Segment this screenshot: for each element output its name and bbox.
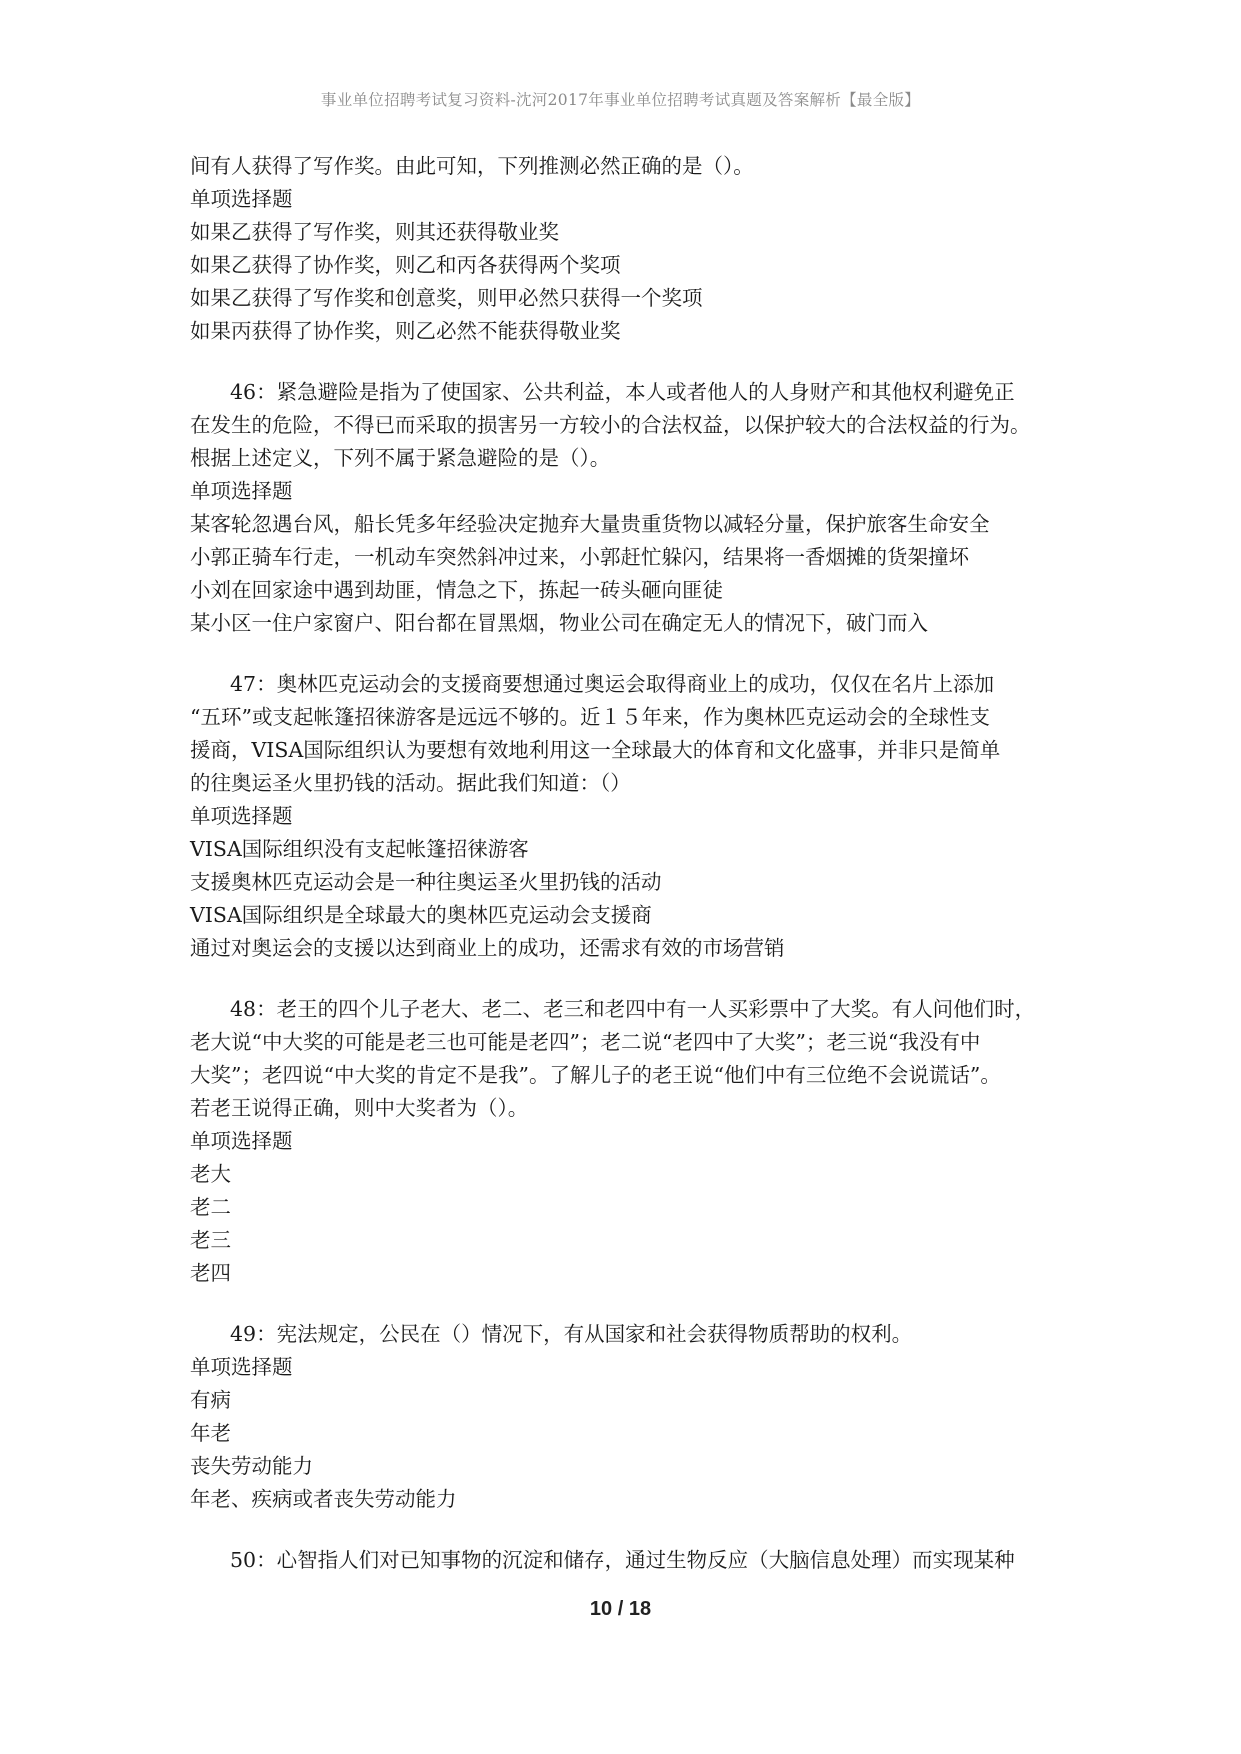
- option-b: 老二: [190, 1195, 231, 1219]
- stem-line: 的往奥运圣火里扔钱的活动。据此我们知道：（）: [190, 771, 631, 795]
- question-48: [190, 993, 1070, 1290]
- stem-line: 根据上述定义，下列不属于紧急避险的是（）。: [190, 446, 611, 470]
- option-c: 丧失劳动能力: [190, 1454, 313, 1478]
- stem-line: 间有人获得了写作奖。由此可知，下列推测必然正确的是（）。: [190, 154, 754, 178]
- stem-line: “五环”或支起帐篷招徕游客是远远不够的。近１５年来，作为奥林匹克运动会的全球性支: [190, 705, 990, 729]
- stem-line: 49：宪法规定，公民在（）情况下，有从国家和社会获得物质帮助的权利。: [230, 1322, 913, 1346]
- option-d: 通过对奥运会的支援以达到商业上的成功，还需求有效的市场营销: [190, 936, 785, 960]
- question-47: [190, 668, 1070, 965]
- option-a: VISA国际组织没有支起帐篷招徕游客: [190, 837, 529, 861]
- question-stem: [190, 993, 1070, 1125]
- stem-line: 48：老王的四个儿子老大、老二、老三和老四中有一人买彩票中了大奖。有人问他们时，: [230, 997, 1036, 1021]
- question-type: 单项选择题: [190, 804, 293, 828]
- question-type: 单项选择题: [190, 187, 293, 211]
- option-d: 年老、疾病或者丧失劳动能力: [190, 1487, 457, 1511]
- option-b: 小郭正骑车行走，一机动车突然斜冲过来，小郭赶忙躲闪，结果将一香烟摊的货架撞坏: [190, 545, 969, 569]
- stem-line: 50：心智指人们对已知事物的沉淀和储存，通过生物反应（大脑信息处理）而实现某种: [230, 1548, 1015, 1572]
- option-b: 如果乙获得了协作奖，则乙和丙各获得两个奖项: [190, 253, 621, 277]
- stem-line: 若老王说得正确，则中大奖者为（）。: [190, 1096, 529, 1120]
- question-50: [190, 1544, 1070, 1577]
- option-b: 支援奥林匹克运动会是一种往奥运圣火里扔钱的活动: [190, 870, 662, 894]
- option-d: 老四: [190, 1261, 231, 1285]
- stem-line: 老大说“中大奖的可能是老三也可能是老四”；老二说“老四中了大奖”；老三说“我没有中: [190, 1030, 981, 1054]
- option-a: 某客轮忽遇台风，船长凭多年经验决定抛弃大量贵重货物以减轻分量，保护旅客生命安全: [190, 512, 990, 536]
- question-stem: [190, 376, 1070, 475]
- page-number: 10 / 18: [589, 1598, 652, 1620]
- question-stem: [190, 1544, 1070, 1577]
- question-46: [190, 376, 1070, 640]
- option-c: 小刘在回家途中遇到劫匪，情急之下，拣起一砖头砸向匪徒: [190, 578, 723, 602]
- page-content: [190, 150, 1070, 1577]
- option-c: VISA国际组织是全球最大的奥林匹克运动会支援商: [190, 903, 652, 927]
- option-c: 如果乙获得了写作奖和创意奖，则甲必然只获得一个奖项: [190, 286, 703, 310]
- stem-line: 在发生的危险，不得已而采取的损害另一方较小的合法权益，以保护较大的合法权益的行为。: [190, 413, 1031, 437]
- stem-line: 大奖”；老四说“中大奖的肯定不是我”。了解儿子的老王说“他们中有三位绝不会说谎话”。: [190, 1063, 1001, 1087]
- question-type: 单项选择题: [190, 479, 293, 503]
- option-a: 如果乙获得了写作奖，则其还获得敬业奖: [190, 220, 559, 244]
- page-header: 事业单位招聘考试复习资料-沈河2017年事业单位招聘考试真题及答案解析【最全版】: [320, 91, 921, 109]
- stem-line: 援商，VISA国际组织认为要想有效地利用这一全球最大的体育和文化盛事，并非只是简单: [190, 738, 1001, 762]
- option-a: 老大: [190, 1162, 231, 1186]
- option-d: 某小区一住户家窗户、阳台都在冒黑烟，物业公司在确定无人的情况下，破门而入: [190, 611, 928, 635]
- question-stem: [190, 668, 1070, 800]
- stem-line: 47：奥林匹克运动会的支援商要想通过奥运会取得商业上的成功，仅仅在名片上添加: [230, 672, 995, 696]
- question-type: 单项选择题: [190, 1129, 293, 1153]
- question-stem: [190, 1318, 1070, 1351]
- question-type: 单项选择题: [190, 1355, 293, 1379]
- option-b: 年老: [190, 1421, 231, 1445]
- stem-line: 46：紧急避险是指为了使国家、公共利益，本人或者他人的人身财产和其他权利避免正: [230, 380, 1015, 404]
- question-stem: [190, 150, 1070, 183]
- option-d: 如果丙获得了协作奖，则乙必然不能获得敬业奖: [190, 319, 621, 343]
- option-a: 有病: [190, 1388, 231, 1412]
- question-carryover: [190, 150, 1070, 348]
- option-c: 老三: [190, 1228, 231, 1252]
- question-49: [190, 1318, 1070, 1516]
